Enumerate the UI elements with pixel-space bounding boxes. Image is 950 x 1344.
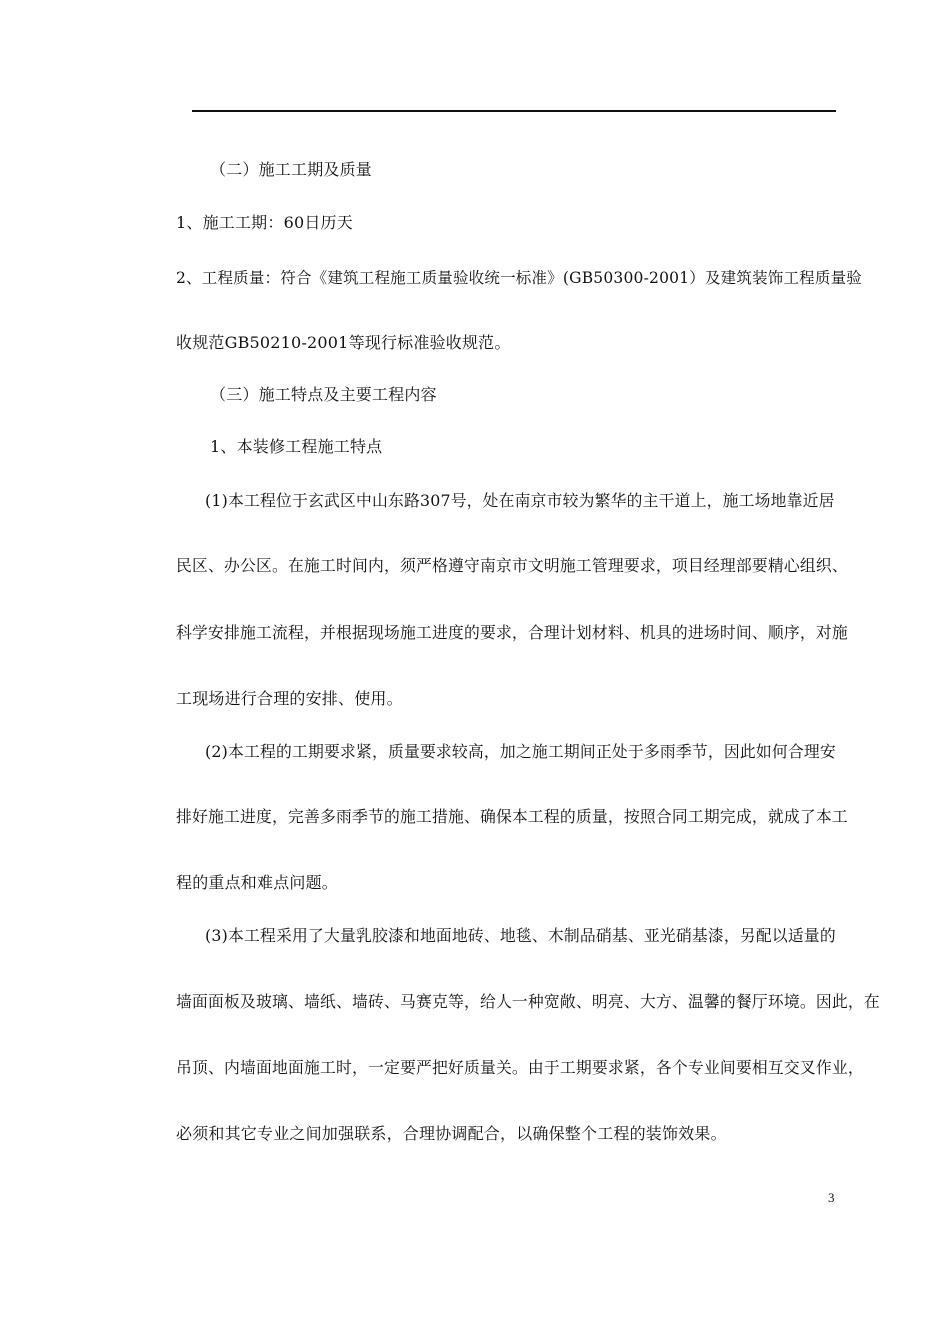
paragraph-2-line-2: 排好施工进度，完善多雨季节的施工措施、确保本工程的质量，按照合同工期完成，就成了本工 [176, 807, 848, 826]
paragraph-2-line-3: 程的重点和难点问题。 [176, 873, 339, 892]
page-number: 3 [828, 1190, 835, 1205]
paragraph-3-line-2: 墙面面板及玻璃、墙纸、墙砖、马赛克等，给人一种宽敞、明亮、大方、温馨的餐厅环境。因此，在 [176, 992, 880, 1011]
paragraph-3-line-1: (3)本工程采用了大量乳胶漆和地面地砖、地毯、木制品硝基、亚光硝基漆，另配以适量的 [205, 926, 836, 945]
paragraph-2-line-1: (2)本工程的工期要求紧，质量要求较高，加之施工期间正处于多雨季节，因此如何合理安 [205, 742, 836, 761]
paragraph-1-line-4: 工现场进行合理的安排、使用。 [176, 689, 403, 708]
paragraph-1-line-1: (1)本工程位于玄武区中山东路307号，处在南京市较为繁华的主干道上，施工场地靠近居 [205, 491, 835, 510]
header-rule [192, 110, 836, 112]
quality-item-line-1: 2、工程质量：符合《建筑工程施工质量验收统一标准》(GB50300-2001）及建筑装饰工程质量验 [176, 269, 862, 287]
section-two-heading: （二）施工工期及质量 [210, 160, 373, 179]
paragraph-3-line-3: 吊顶、内墙面地面施工时，一定要严把好质量关。由于工期要求紧，各个专业间要相互交叉作业， [176, 1058, 864, 1077]
duration-item: 1、施工工期：60日历天 [176, 213, 353, 232]
paragraph-3-line-4: 必须和其它专业之间加强联系，合理协调配合，以确保整个工程的装饰效果。 [176, 1124, 727, 1143]
section-three-heading: （三）施工特点及主要工程内容 [210, 385, 437, 404]
paragraph-1-line-3: 科学安排施工流程，并根据现场施工进度的要求，合理计划材料、机具的进场时间、顺序，对施 [176, 623, 848, 642]
features-subheading: 1、本装修工程施工特点 [210, 437, 383, 456]
paragraph-1-line-2: 民区、办公区。在施工时间内，须严格遵守南京市文明施工管理要求，项目经理部要精心组织、 [176, 556, 848, 575]
quality-item-line-2: 收规范GB50210-2001等现行标准验收规范。 [176, 333, 511, 352]
